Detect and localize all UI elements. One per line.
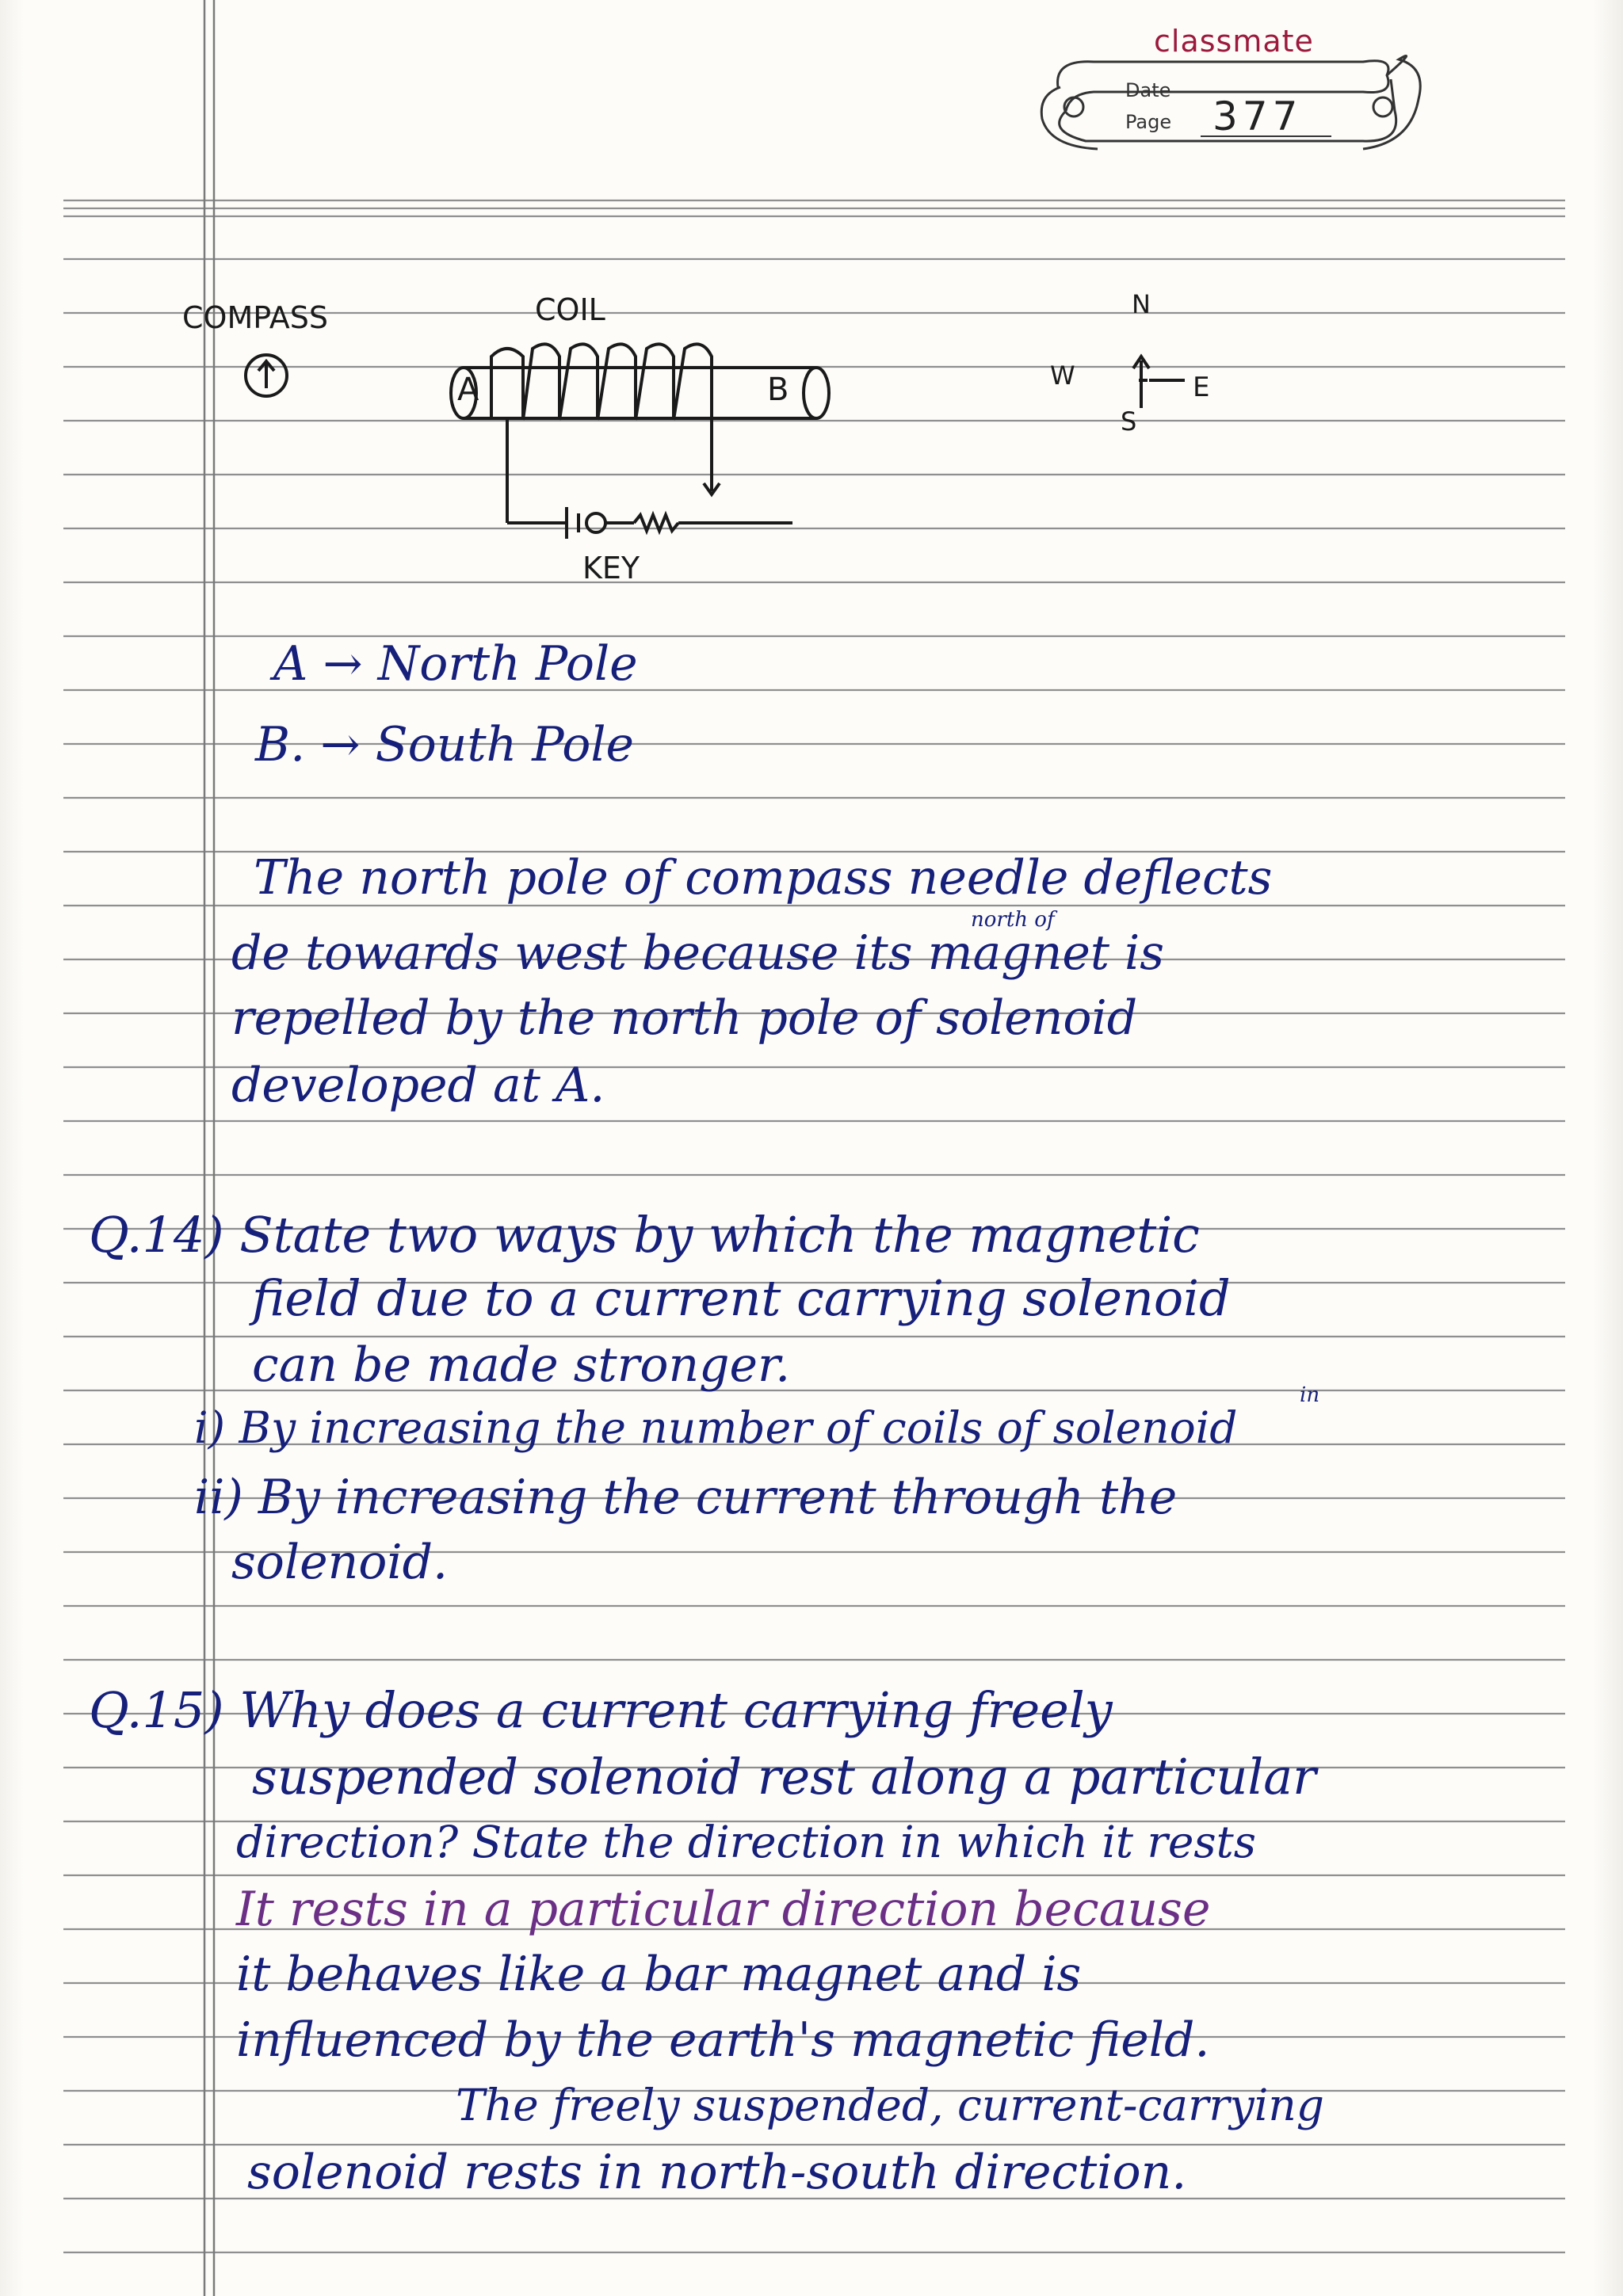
pole-b-line: B. → South Pole [255, 717, 635, 772]
rheostat-icon [634, 515, 678, 531]
para1-line3: repelled by the north pole of solenoid [231, 990, 1138, 1046]
q14-line3: can be made stronger. [252, 1337, 791, 1393]
coil-label: COIL [535, 292, 605, 327]
key-label: KEY [582, 551, 640, 585]
compass-label: COMPASS [182, 300, 328, 335]
page-number: 377 [1212, 93, 1303, 139]
page-label: Page [1125, 111, 1172, 133]
q14-answer3: solenoid. [231, 1535, 449, 1590]
q14-ans1-insert: in [1300, 1383, 1320, 1407]
coil-end-a: A [457, 372, 479, 408]
key-icon [586, 513, 605, 532]
para1-line1: The north pole of compass needle deflects [254, 850, 1273, 906]
direction-south: S [1121, 406, 1137, 437]
para1-line2: de towards west because its magnet is [231, 925, 1165, 981]
q14-answer1: i) By increasing the number of coils of solenoid [194, 1402, 1238, 1453]
q15-line2: suspended solenoid rest along a particular [252, 1748, 1316, 1806]
q15-line3: direction? State the direction in which it rests [236, 1817, 1256, 1867]
para1-insert: north of [971, 908, 1055, 932]
compass-icon [246, 355, 287, 396]
q14-line1: Q.14) State two ways by which the magnetic [89, 1206, 1200, 1264]
direction-cross-icon [1133, 357, 1185, 408]
q15-answer1: It rests in a particular direction because [236, 1882, 1211, 1937]
direction-west: W [1050, 360, 1075, 391]
q15-line1: Q.15) Why does a current carrying freely [89, 1681, 1113, 1739]
direction-north: N [1132, 289, 1151, 319]
q15-answer5: solenoid rests in north-south direction. [247, 2145, 1187, 2200]
brand-logo: classmate [1154, 24, 1314, 59]
q14-answer2: ii) By increasing the current through the [194, 1470, 1178, 1525]
q15-answer4: The freely suspended, current-carrying [456, 2080, 1324, 2130]
q15-answer3: influenced by the earth's magnetic field. [236, 2012, 1210, 2068]
circuit-wires [507, 483, 792, 539]
pole-a-line: A → North Pole [273, 636, 638, 692]
q15-answer2: it behaves like a bar magnet and is [236, 1947, 1082, 2002]
coil-end-b: B [767, 372, 789, 408]
direction-east: E [1193, 372, 1210, 403]
q14-line2: field due to a current carrying solenoid [252, 1269, 1231, 1327]
para1-line4: developed at A. [231, 1058, 605, 1113]
date-label: Date [1125, 79, 1171, 101]
